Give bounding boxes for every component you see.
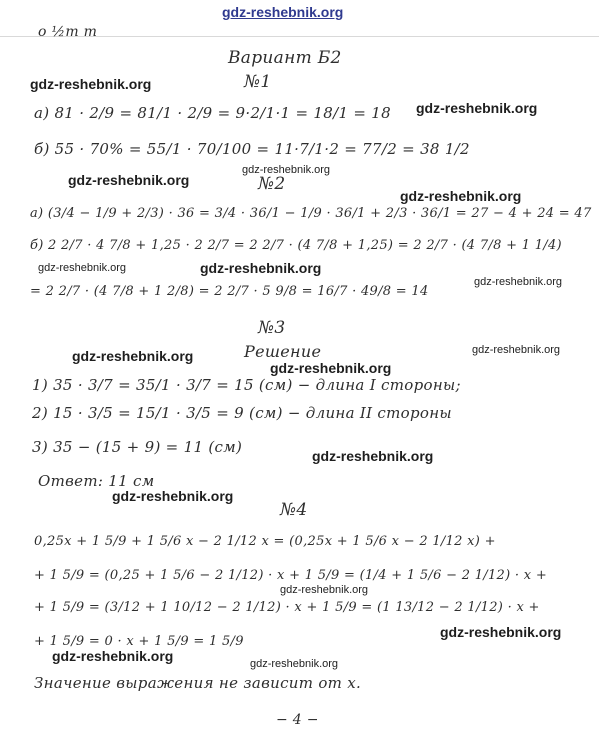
watermark: gdz-reshebnik.org [112, 488, 234, 504]
task4-line-4: + 1 5/9 = 0 · x + 1 5/9 = 1 5/9 [34, 634, 244, 649]
watermark: gdz-reshebnik.org [72, 348, 194, 364]
task4-line-3: + 1 5/9 = (3/12 + 1 10/12 − 2 1/12) · x + 1 5/9 = (1 13/12 − 2 1/12) · x + [34, 600, 540, 615]
watermark: gdz-reshebnik.org [242, 164, 331, 176]
task2-line-a: а) (3/4 − 1/9 + 2/3) · 36 = 3/4 · 36/1 − 1/9 · 36/1 + 2/3 · 36/1 = 27 − 4 + 24 = 47 [30, 206, 592, 221]
watermark: gdz-reshebnik.org [250, 658, 339, 670]
task4-line-1: 0,25x + 1 5/9 + 1 5/6 x − 2 1/12 x = (0,25x + 1 5/6 x − 2 1/12 x) + [34, 534, 496, 549]
task4-conclusion: Значение выражения не зависит от x. [34, 674, 362, 692]
watermark: gdz-reshebnik.org [30, 76, 152, 92]
variant-title: Вариант Б2 [228, 48, 342, 68]
watermark: gdz-reshebnik.org [38, 262, 127, 274]
watermark: gdz-reshebnik.org [280, 584, 369, 596]
task4-line-2: + 1 5/9 = (0,25 + 1 5/6 − 2 1/12) · x + 1 5/9 = (1/4 + 1 5/6 − 2 1/12) · x + [34, 568, 548, 583]
task3-solution-label: Решение [244, 342, 322, 361]
header-fragment: о ½m m [38, 24, 98, 40]
watermark: gdz-reshebnik.org [200, 260, 322, 276]
watermark: gdz-reshebnik.org [474, 276, 563, 288]
watermark: gdz-reshebnik.org [52, 648, 174, 664]
task2-line-b1: б) 2 2/7 · 4 7/8 + 1,25 · 2 2/7 = 2 2/7 · (4 7/8 + 1,25) = 2 2/7 · (4 7/8 + 1 1/4) [30, 238, 562, 253]
task3-line-2: 2) 15 · 3/5 = 15/1 · 3/5 = 9 (см) − длина II стороны [32, 404, 452, 422]
task3-heading: №3 [258, 318, 286, 338]
watermark: gdz-reshebnik.org [400, 188, 522, 204]
task3-answer: Ответ: 11 см [38, 472, 155, 490]
task1-line-a: а) 81 · 2/9 = 81/1 · 2/9 = 9·2/1·1 = 18/1 = 18 [34, 104, 391, 122]
task3-line-1: 1) 35 · 3/7 = 35/1 · 3/7 = 15 (см) − длина I стороны; [32, 376, 461, 394]
task3-line-3: 3) 35 − (15 + 9) = 11 (см) [32, 438, 243, 456]
watermark: gdz-reshebnik.org [312, 448, 434, 464]
watermark: gdz-reshebnik.org [270, 360, 392, 376]
watermark-top[interactable]: gdz-reshebnik.org [222, 4, 344, 20]
task2-heading: №2 [258, 174, 286, 194]
task4-heading: №4 [280, 500, 308, 520]
task2-line-b2: = 2 2/7 · (4 7/8 + 1 2/8) = 2 2/7 · 5 9/8 = 16/7 · 49/8 = 14 [30, 284, 429, 299]
task1-line-b: б) 55 · 70% = 55/1 · 70/100 = 11·7/1·2 = 77/2 = 38 1/2 [34, 140, 470, 158]
watermark: gdz-reshebnik.org [68, 172, 190, 188]
task1-heading: №1 [244, 72, 272, 92]
watermark: gdz-reshebnik.org [416, 100, 538, 116]
watermark: gdz-reshebnik.org [472, 344, 561, 356]
watermark: gdz-reshebnik.org [440, 624, 562, 640]
page-number: − 4 − [276, 712, 319, 728]
